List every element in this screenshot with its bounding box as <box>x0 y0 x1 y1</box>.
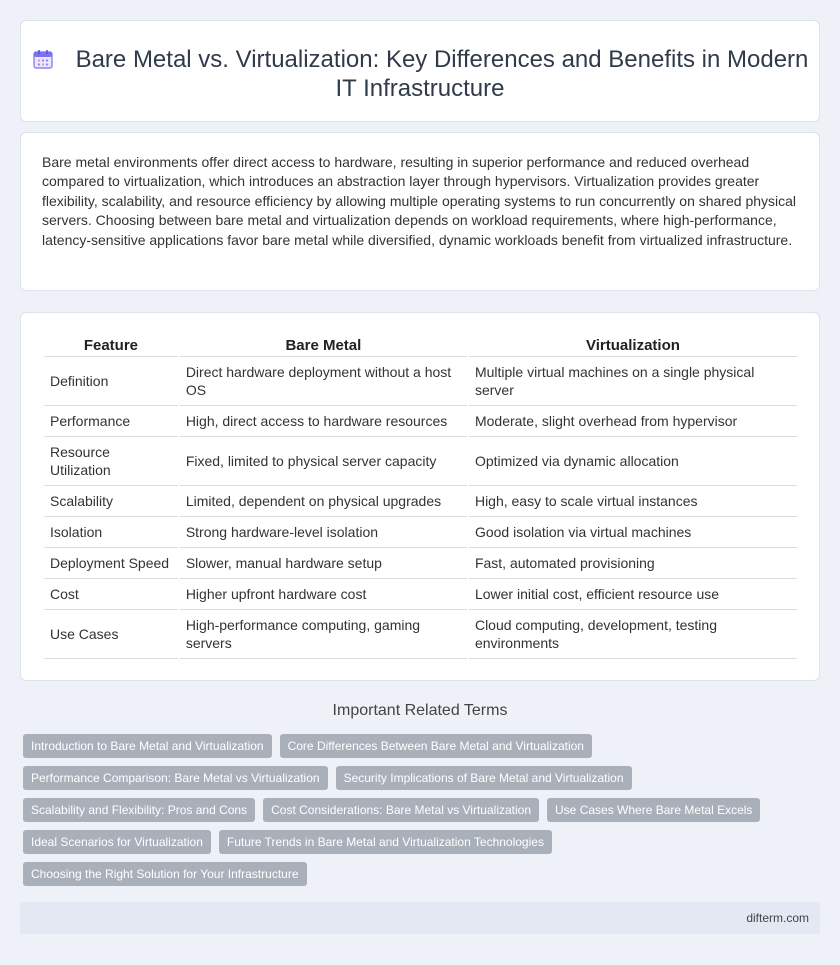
table-row <box>44 610 797 659</box>
related-term-link[interactable]: Security Implications of Bare Metal and Virtualization <box>336 766 632 790</box>
table-row <box>44 406 797 437</box>
related-term-link[interactable]: Ideal Scenarios for Virtualization <box>23 830 211 854</box>
footer-site-link[interactable]: difterm.com <box>746 911 809 925</box>
footer <box>20 902 820 934</box>
related-term-link[interactable]: Scalability and Flexibility: Pros and Cons <box>23 798 255 822</box>
header-feature: Feature <box>44 335 178 357</box>
bare-metal-cell: Slower, manual hardware setup <box>180 548 467 579</box>
comparison-table <box>42 335 799 659</box>
table-row <box>44 437 797 486</box>
table-row <box>44 548 797 579</box>
virtualization-cell: Cloud computing, development, testing environments <box>469 610 797 659</box>
virtualization-cell: Fast, automated provisioning <box>469 548 797 579</box>
feature-cell: Definition <box>44 357 178 406</box>
virtualization-cell: Multiple virtual machines on a single physical server <box>469 357 797 406</box>
table-header-row <box>44 335 797 357</box>
table-row <box>44 486 797 517</box>
bare-metal-cell: Strong hardware-level isolation <box>180 517 467 548</box>
virtualization-cell: Good isolation via virtual machines <box>469 517 797 548</box>
virtualization-cell: Moderate, slight overhead from hypervisor <box>469 406 797 437</box>
feature-cell: Use Cases <box>44 610 178 659</box>
bare-metal-cell: Higher upfront hardware cost <box>180 579 467 610</box>
feature-cell: Scalability <box>44 486 178 517</box>
related-term-link[interactable]: Use Cases Where Bare Metal Excels <box>547 798 760 822</box>
related-term-link[interactable]: Cost Considerations: Bare Metal vs Virtualization <box>263 798 539 822</box>
feature-cell: Performance <box>44 406 178 437</box>
related-term-link[interactable]: Performance Comparison: Bare Metal vs Virtualization <box>23 766 328 790</box>
related-terms-list <box>23 734 803 886</box>
virtualization-cell: Optimized via dynamic allocation <box>469 437 797 486</box>
bare-metal-cell: Fixed, limited to physical server capacity <box>180 437 467 486</box>
table-row <box>44 357 797 406</box>
feature-cell: Cost <box>44 579 178 610</box>
feature-cell: Deployment Speed <box>44 548 178 579</box>
title-card <box>20 20 820 122</box>
intro-paragraph: Bare metal environments offer direct access to hardware, resulting in superior performance and reduced overhead compared to virtualization, which introduces an abstraction layer through hypervisors. Virtualization provides greater flexibility, scalability, and resource efficiency by allowing multiple operating systems to run concurrently on shared physical servers. Choosing between bare metal and virtualization depends on workload requirements, where high-performance, latency-sensitive applications favor bare metal while diversified, dynamic workloads benefit from virtualized infrastructure. <box>42 154 797 248</box>
related-term-link[interactable]: Choosing the Right Solution for Your Infrastructure <box>23 862 307 886</box>
related-term-link[interactable]: Core Differences Between Bare Metal and Virtualization <box>280 734 592 758</box>
bare-metal-cell: High-performance computing, gaming servers <box>180 610 467 659</box>
table-row <box>44 517 797 548</box>
intro-card <box>20 132 820 291</box>
feature-cell: Isolation <box>44 517 178 548</box>
related-term-link[interactable]: Future Trends in Bare Metal and Virtualization Technologies <box>219 830 552 854</box>
comparison-table-card <box>20 312 820 681</box>
page-title: Bare Metal vs. Virtualization: Key Differences and Benefits in Modern IT Infrastructure <box>75 46 809 102</box>
bare-metal-cell: Limited, dependent on physical upgrades <box>180 486 467 517</box>
calendar-icon <box>32 48 54 70</box>
related-term-link[interactable]: Introduction to Bare Metal and Virtualization <box>23 734 272 758</box>
header-bare-metal: Bare Metal <box>180 335 467 357</box>
related-terms-heading: Important Related Terms <box>332 702 508 719</box>
page-heading <box>21 45 819 103</box>
bare-metal-cell: Direct hardware deployment without a host OS <box>180 357 467 406</box>
virtualization-cell: Lower initial cost, efficient resource use <box>469 579 797 610</box>
header-virtualization: Virtualization <box>469 335 797 357</box>
bare-metal-cell: High, direct access to hardware resources <box>180 406 467 437</box>
table-row <box>44 579 797 610</box>
feature-cell: Resource Utilization <box>44 437 178 486</box>
virtualization-cell: High, easy to scale virtual instances <box>469 486 797 517</box>
